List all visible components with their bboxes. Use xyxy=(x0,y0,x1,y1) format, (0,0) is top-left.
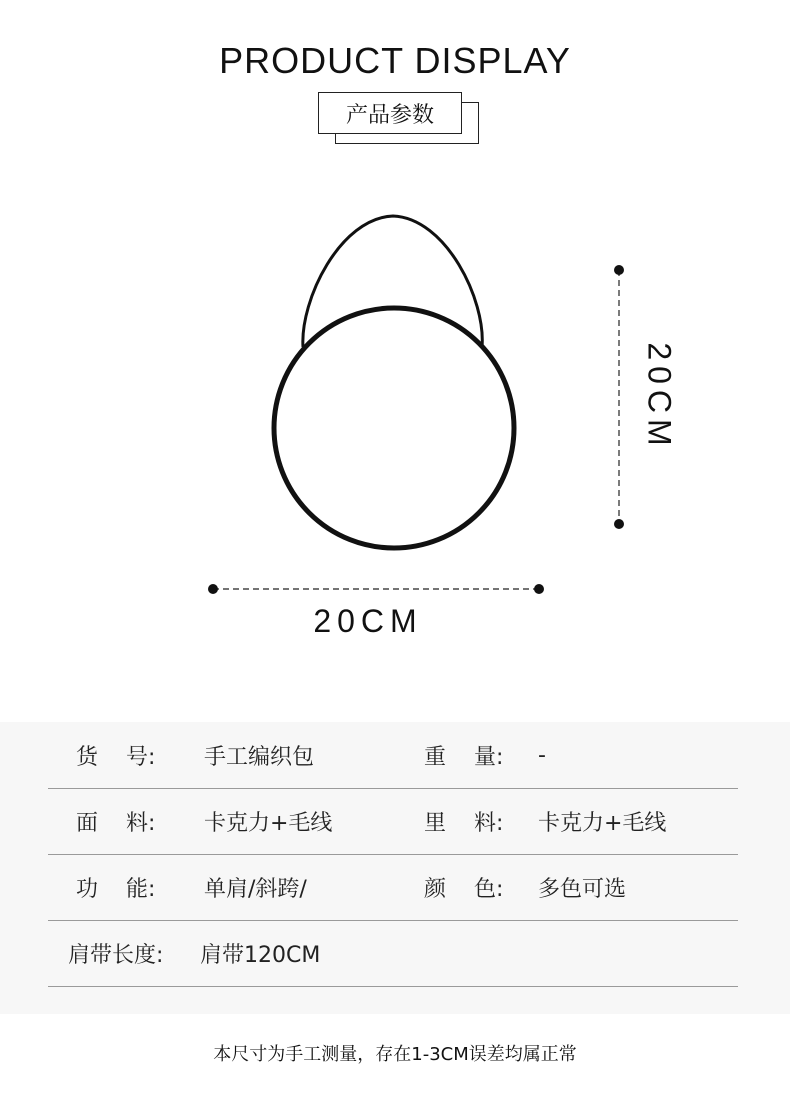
spec-value: 多色可选 xyxy=(538,876,627,902)
spec-table xyxy=(0,722,790,1014)
spec-value: 卡克力+毛线 xyxy=(204,810,333,836)
spec-key: 功 能: xyxy=(76,876,156,902)
spec-row xyxy=(48,920,738,987)
spec-key: 颜 色: xyxy=(424,876,504,902)
height-label: 20CM xyxy=(641,342,678,452)
spec-key: 肩带长度: xyxy=(68,942,164,968)
spec-value: - xyxy=(538,742,546,768)
height-dimension-bottom-dot xyxy=(614,519,624,529)
page-title: PRODUCT DISPLAY xyxy=(219,40,571,81)
height-dimension-top-dot xyxy=(614,265,624,275)
width-dimension-left-dot xyxy=(208,584,218,594)
spec-value: 单肩/斜跨/ xyxy=(204,876,307,902)
subtitle-label: 产品参数 xyxy=(318,92,462,134)
spec-value: 手工编织包 xyxy=(204,744,315,770)
spec-key: 重 量: xyxy=(424,744,504,770)
measurement-note: 本尺寸为手工测量，存在1-3CM误差均属正常 xyxy=(213,1044,577,1065)
spec-value: 卡克力+毛线 xyxy=(538,810,667,836)
bag-body-icon xyxy=(274,308,514,548)
width-label: 20CM xyxy=(313,603,423,639)
spec-row xyxy=(48,788,738,855)
spec-row xyxy=(48,722,738,789)
bag-dimension-diagram xyxy=(0,180,790,650)
spec-key: 面 料: xyxy=(76,810,156,836)
spec-row xyxy=(48,854,738,921)
spec-key: 货 号: xyxy=(76,744,156,770)
spec-value: 肩带120CM xyxy=(200,942,321,968)
width-dimension-right-dot xyxy=(534,584,544,594)
spec-key: 里 料: xyxy=(424,810,504,836)
